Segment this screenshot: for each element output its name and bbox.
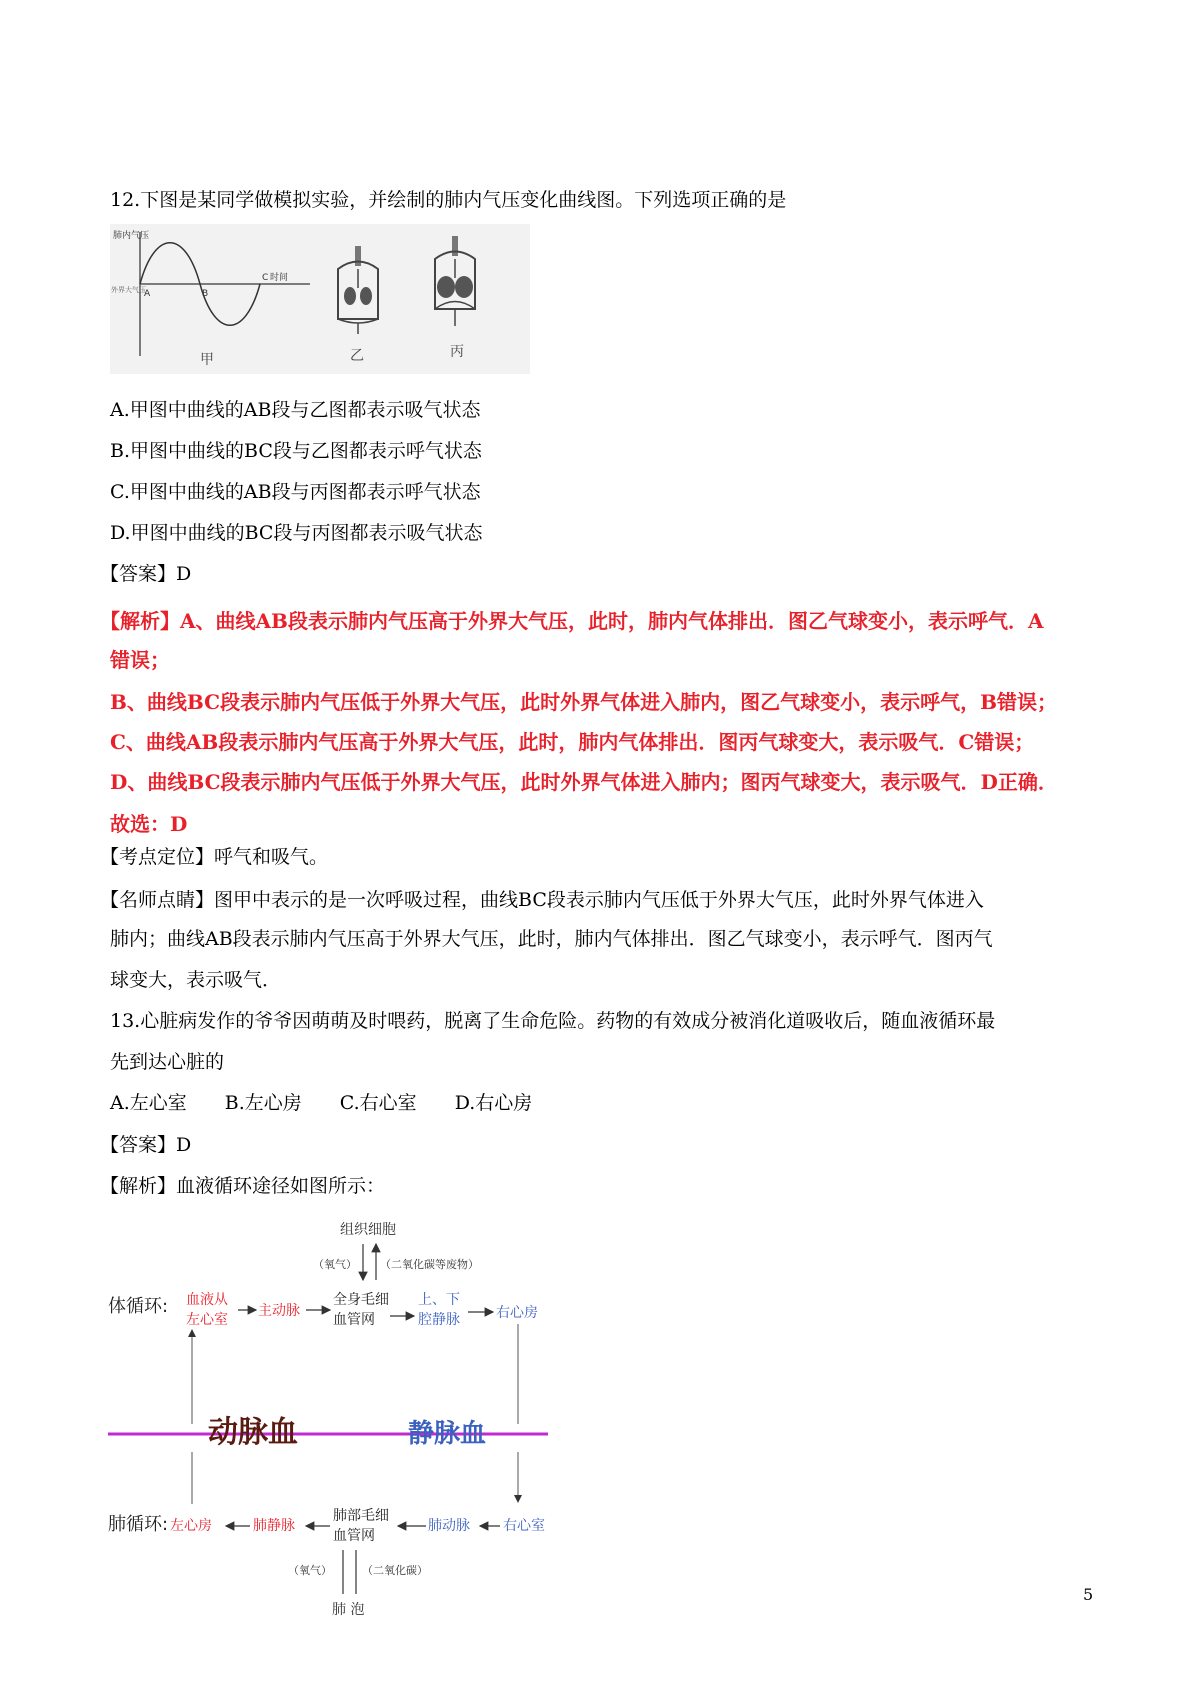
- q12-point: 【考点定位】呼气和吸气。: [100, 846, 329, 868]
- right-atrium: 右心房: [496, 1305, 538, 1321]
- alveolus: 肺 泡: [332, 1602, 365, 1618]
- venous-blood: 静脉血: [408, 1419, 487, 1449]
- q12-analysis-1: 【解析】A、曲线AB段表示肺内气压高于外界大气压，此时，肺内气体排出．图乙气球变小，表示呼气．A: [100, 609, 1044, 633]
- co2-top: （二氧化碳等废物）: [380, 1258, 479, 1271]
- lung-cap-1: 肺部毛细: [333, 1508, 389, 1524]
- q13-option-c: C.右心室: [339, 1092, 417, 1114]
- body-cap-2: 血管网: [333, 1312, 375, 1328]
- pulmonary-artery: 肺动脉: [428, 1518, 470, 1534]
- q12-analysis-2: 错误；: [110, 648, 170, 672]
- label-bing: 丙: [450, 344, 464, 360]
- lv-2: 左心室: [186, 1312, 228, 1328]
- q12-comment-1: 【名师点睛】图甲中表示的是一次呼吸过程，曲线BC段表示肺内气压低于外界大气压，此时外界气体进入: [100, 889, 984, 911]
- q13-options: [110, 1089, 570, 1117]
- label-yi: 乙: [350, 348, 364, 364]
- q13-stem-1: 13.心脏病发作的爷爷因萌萌及时喂药，脱离了生命危险。药物的有效成分被消化道吸收后，随血液循环最: [110, 1010, 996, 1032]
- q13-option-b: B.左心房: [224, 1092, 302, 1114]
- q12-ylabel: 肺内气压: [113, 231, 150, 241]
- left-atrium: 左心房: [170, 1518, 212, 1534]
- vena-cava-2: 腔静脉: [418, 1312, 460, 1328]
- q12-analysis-5: D、曲线BC段表示肺内气压低于外界大气压，此时外界气体进入肺内；图丙气球变大，表示吸气．D正确．: [110, 770, 1058, 794]
- q12-comment-2: 肺内；曲线AB段表示肺内气压高于外界大气压，此时，肺内气体排出．图乙气球变小，表示呼气．图丙气: [110, 928, 993, 950]
- lv-1: 血液从: [186, 1292, 228, 1308]
- point-a: A: [144, 289, 151, 299]
- page-number: 5: [1083, 1585, 1094, 1604]
- right-ventricle: 右心室: [503, 1518, 545, 1534]
- arterial-blood: 动脉血: [208, 1415, 298, 1450]
- q13-analysis: 【解析】血液循环途径如图所示：: [100, 1175, 386, 1197]
- q12-figure: [110, 224, 530, 378]
- q12-option-d: D.甲图中曲线的BC段与丙图都表示吸气状态: [110, 522, 483, 544]
- body-cap-1: 全身毛细: [333, 1292, 389, 1308]
- q12-xlabel: 时间: [270, 273, 289, 283]
- o2-top: （氧气）: [313, 1258, 357, 1271]
- q12-baseline: 外界大气压: [111, 286, 146, 294]
- q12-analysis-6: 故选：D: [110, 812, 188, 836]
- blood-circulation-diagram: [108, 1212, 588, 1566]
- q13-option-a: A.左心室: [110, 1092, 187, 1114]
- lung-cap-2: 血管网: [333, 1528, 375, 1544]
- o2-bottom: （氧气）: [288, 1564, 332, 1577]
- q12-stem: 12.下图是某同学做模拟实验，并绘制的肺内气压变化曲线图。下列选项正确的是: [110, 189, 787, 211]
- label-jia: 甲: [200, 352, 214, 368]
- point-c: C: [262, 273, 269, 283]
- alveolus-exchange: [288, 1546, 488, 1630]
- q12-analysis-4: C、曲线AB段表示肺内气压高于外界大气压，此时，肺内气体排出．图丙气球变大，表示吸气．C错误；: [110, 730, 1035, 754]
- systemic-label: 体循环:: [108, 1296, 169, 1317]
- vena-cava-1: 上、下: [418, 1292, 460, 1308]
- q12-answer: 【答案】D: [100, 563, 192, 585]
- co2-bottom: （二氧化碳）: [362, 1564, 428, 1577]
- q12-option-b: B.甲图中曲线的BC段与乙图都表示呼气状态: [110, 440, 482, 462]
- q13-option-d: D.右心房: [454, 1092, 533, 1114]
- q12-option-c: C.甲图中曲线的AB段与丙图都表示呼气状态: [110, 481, 481, 503]
- point-b: B: [202, 289, 209, 299]
- pulmonary-label: 肺循环:: [108, 1514, 169, 1535]
- q13-answer: 【答案】D: [100, 1134, 192, 1156]
- aorta: 主动脉: [258, 1303, 300, 1319]
- tissue-cells: 组织细胞: [340, 1222, 396, 1238]
- pulmonary-vein: 肺静脉: [253, 1518, 295, 1534]
- q12-comment-3: 球变大，表示吸气．: [110, 969, 282, 991]
- q12-option-a: A.甲图中曲线的AB段与乙图都表示吸气状态: [110, 399, 481, 421]
- q12-analysis-3: B、曲线BC段表示肺内气压低于外界大气压，此时外界气体进入肺内，图乙气球变小，表示呼气，B错误；: [110, 690, 1058, 714]
- q13-stem-2: 先到达心脏的: [110, 1051, 225, 1073]
